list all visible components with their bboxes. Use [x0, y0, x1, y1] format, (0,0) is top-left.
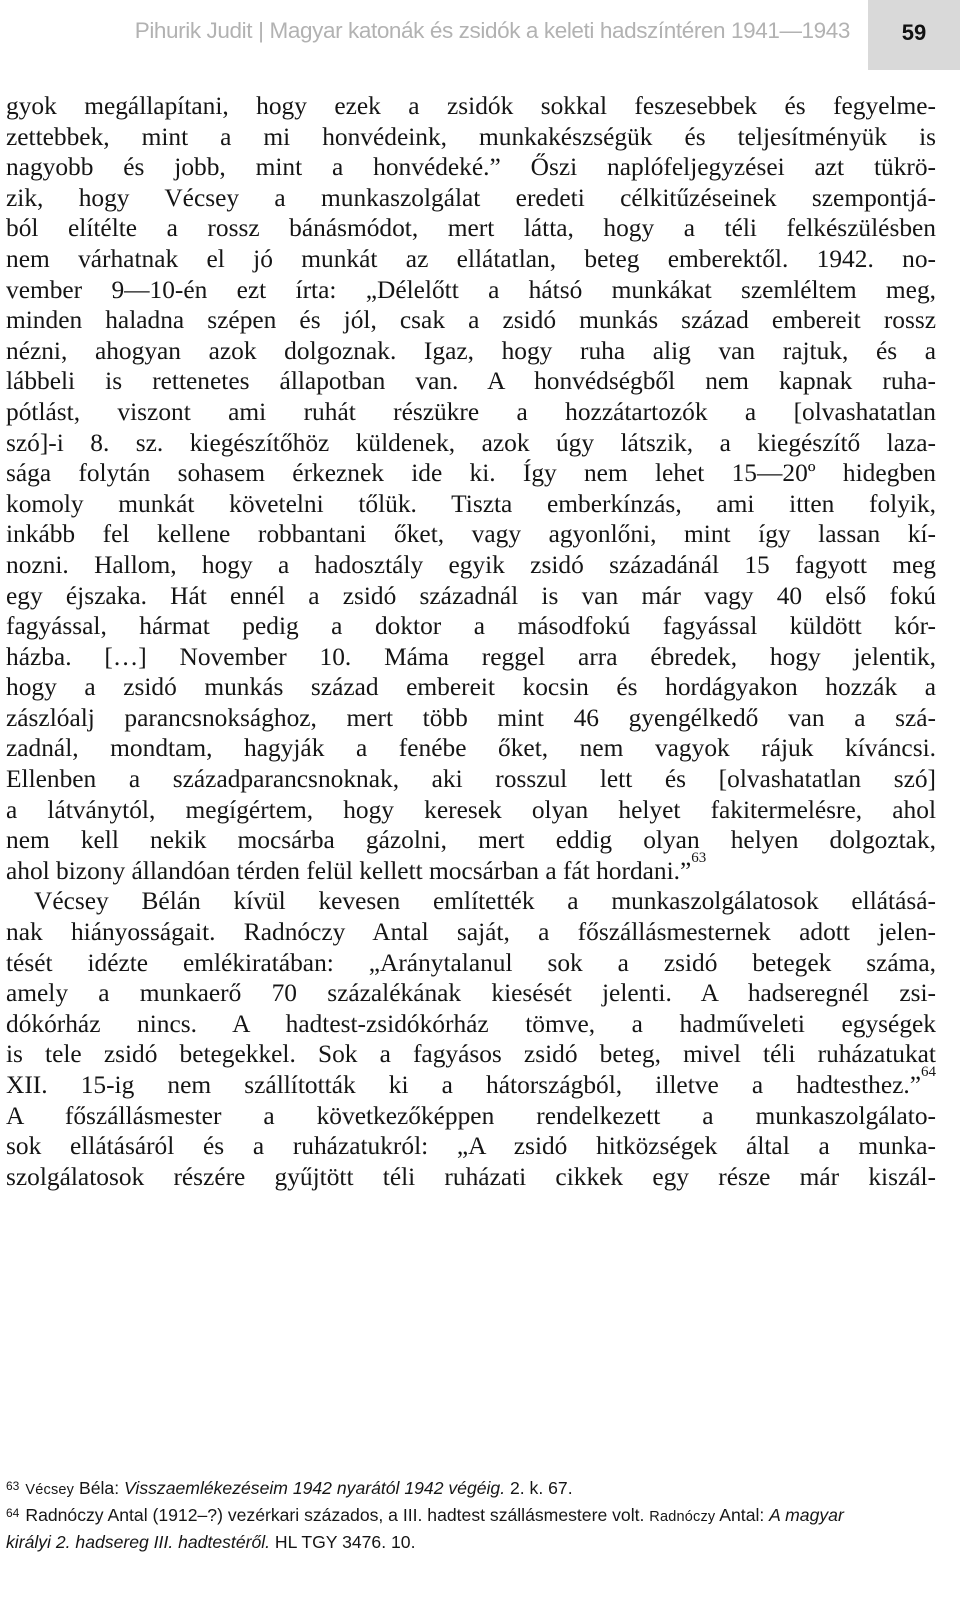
text-line: gyok megállapítani, hogy ezek a zsidók sokkal feszesebbek és fegyelme- [6, 92, 936, 120]
footnote-64 [6, 1503, 936, 1530]
text-line: házba. […] November 10. Máma reggel arra ébredek, hogy jelentik, [6, 642, 936, 671]
text-line: zik, hogy Vécsey a munkaszolgálat eredeti célkitűzéseinek szempontjá- [6, 183, 936, 212]
text-line: tését idézte emlékiratában: „Aránytalanul sok a zsidó betegek száma, [6, 948, 936, 977]
text-line: fagyással, hármat pedig a doktor a másodfokú fagyással küldött kór- [6, 612, 936, 641]
footnote-number: 64 [6, 1506, 20, 1520]
text-line: dókórház nincs. A hadtest-zsidókórház tömve, a hadműveleti egységek [6, 1009, 936, 1038]
text-line: Ellenben a századparancsnoknak, aki rosszul lett és [olvashatatlan szó] [6, 765, 936, 794]
text-line-content: ahol bizony állandóan térden felül kellett mocsárban a fát hordani.” [6, 856, 692, 885]
page-number-box [868, 0, 960, 70]
text-line-with-footnote [6, 1064, 936, 1101]
text-line: inkább fel kellene robbantani őket, vagy agyonlőni, mint így lassan kí- [6, 520, 936, 549]
text-line: nem várhatnak el jó munkát az ellátatlan, beteg emberektől. 1942. no- [6, 244, 936, 273]
text-line: a látványtól, megígértem, hogy keresek olyan helyet fakitermelésre, ahol [6, 795, 936, 824]
text-line: vember 9—10-én ezt írta: „Délelőtt a hátsó munkákat szemléltem meg, [6, 275, 936, 304]
text-line: hogy a zsidó munkás század embereit kocsin és hordágyakon hozzák a [6, 673, 936, 702]
text-line: is tele zsidó betegekkel. Sok a fagyásos zsidó beteg, mivel téli ruházatukat [6, 1040, 936, 1069]
footnote-title: Visszaemlékezéseim 1942 nyarától 1942 végéig. [124, 1478, 506, 1498]
text-line-with-footnote [6, 849, 936, 887]
text-line: minden haladna szépen és jól, csak a zsidó munkás század embereit rossz [6, 306, 936, 335]
page-number: 59 [901, 20, 927, 45]
text-line: nézni, ahogyan azok dolgoznak. Igaz, hogy ruha alig van rajtuk, és a [6, 336, 936, 365]
footnotes [6, 1476, 936, 1555]
text-line: sága folytán sohasem érkeznek ide ki. Így nem lehet 15—20º hidegben [6, 459, 936, 488]
footnote-title: A magyar [769, 1505, 844, 1525]
running-head [135, 18, 850, 44]
footnote-rest: 2. k. 67. [505, 1478, 573, 1498]
text-line: nak hiányosságait. Radnóczy Antal saját, a főszállásmesternek adott jelen- [6, 918, 936, 947]
text-line: nozni. Hallom, hogy a hadosztály egyik zsidó századánál 15 fagyott meg [6, 550, 936, 579]
text-line: nagyobb és jobb, mint a honvédeké.” Őszi naplófeljegyzései azt tükrö- [6, 153, 936, 182]
running-head-title: Magyar katonák és zsidók a keleti hadszíntéren 1941—1943 [269, 18, 850, 43]
body-text [6, 91, 936, 1192]
running-head-separator: | [258, 18, 264, 43]
footnote-author: Vécsey [25, 1482, 75, 1498]
text-line: zadnál, mondtam, hagyják a fenébe őket, nem vagyok rájuk kíváncsi. [6, 734, 936, 763]
footnote-number: 63 [6, 1479, 20, 1493]
footnote-rest: HL TGY 3476. 10. [270, 1532, 416, 1552]
footnote-ref-64: 64 [921, 1064, 936, 1080]
text-line-content: XII. 15-ig nem szállították ki a hátországból, illetve a hadtesthez.” [6, 1071, 921, 1099]
text-line: zászlóalj parancsnoksághoz, mert több mint 46 gyengélkedő van a szá- [6, 703, 936, 732]
text-line: szolgálatosok részére gyűjtött téli ruházati cikkek egy része már kiszál- [6, 1162, 936, 1191]
footnote-author: Radnóczy [649, 1509, 716, 1525]
footnote-63 [6, 1476, 936, 1503]
footnote-64-continued [6, 1530, 936, 1555]
footnote-title: királyi 2. hadsereg III. hadtestéről. [6, 1532, 271, 1552]
text-line: A főszállásmester a következőképpen rendelkezett a munkaszolgálato- [6, 1101, 936, 1130]
text-line: szó]-i 8. sz. kiegészítőhöz küldenek, azok úgy látszik, a kiegészítő laza- [6, 428, 936, 457]
text-line: nem kell nekik mocsárba gázolni, mert eddig olyan helyen dolgoztak, [6, 826, 936, 855]
text-line: pótlást, viszont ami ruhát részükre a hozzátartozók a [olvashatatlan [6, 397, 936, 426]
text-line: amely a munkaerő 70 százalékának kiesését jelenti. A hadseregnél zsi- [6, 979, 936, 1008]
text-line: Vécsey Bélán kívül kevesen említették a munkaszolgálatosok ellátásá- [34, 887, 936, 916]
text-line: ból elítélte a rossz bánásmódot, mert látta, hogy a téli felkészülésben [6, 214, 936, 243]
footnote-text: Radnóczy Antal (1912–?) vezérkari százados, a III. hadtest szállásmestere volt. [25, 1505, 650, 1525]
text-line: egy éjszaka. Hát ennél a zsidó századnál is van már vagy 40 első fokú [6, 581, 936, 610]
footnote-ref-63: 63 [691, 849, 707, 866]
text-line: sok ellátásáról és a ruházatukról: „A zsidó hitközségek által a munka- [6, 1132, 936, 1161]
running-head-author: Pihurik Judit [134, 18, 253, 43]
page-header [0, 0, 960, 70]
footnote-author-rest: Béla: [74, 1478, 124, 1498]
text-line: lábbeli is rettenetes állapotban van. A honvédségből nem kapnak ruha- [6, 367, 936, 396]
text-line: komoly munkát követelni tőlük. Tiszta emberkínzás, ami itten folyik, [6, 489, 936, 518]
footnote-author-rest: Antal: [715, 1505, 770, 1525]
text-line: zettebbek, mint a mi honvédeink, munkakészségük és teljesítményük is [6, 122, 936, 151]
